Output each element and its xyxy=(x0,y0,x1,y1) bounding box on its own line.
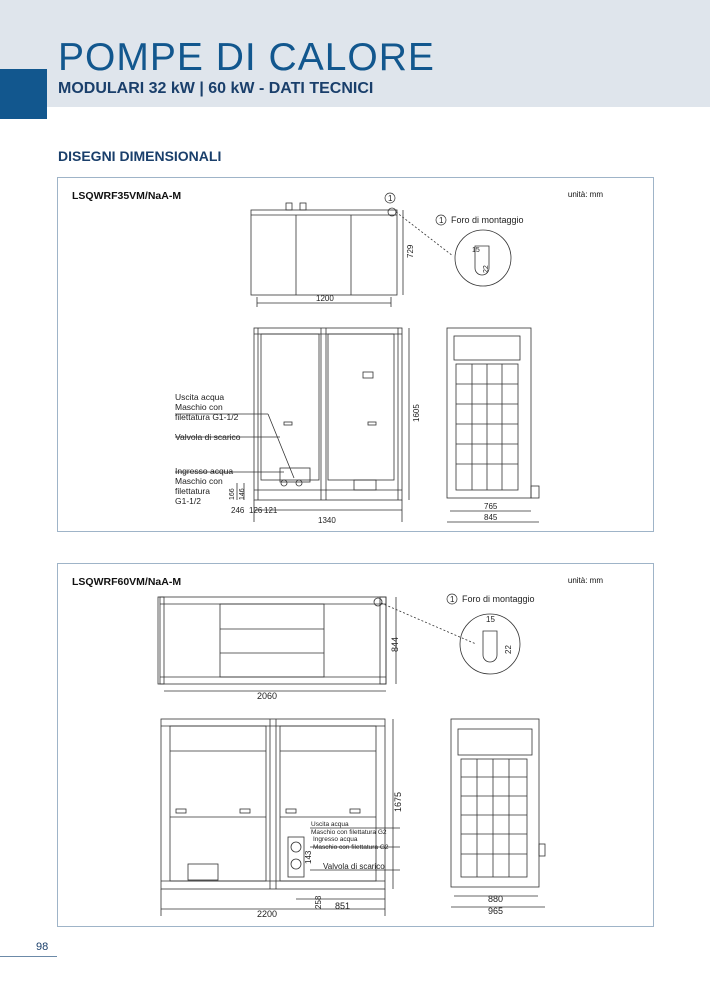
hole-height: 22 xyxy=(483,265,490,273)
model-label: LSQWRF60VM/NaA-M xyxy=(72,576,182,588)
drain-valve-label: Valvola di scarico xyxy=(175,432,241,442)
top-view-outline xyxy=(160,597,386,684)
dim-h-mid: 143 xyxy=(304,850,313,864)
hole-width: 15 xyxy=(486,615,495,624)
dim-side-inner: 765 xyxy=(484,502,498,511)
dimensional-drawing-35 xyxy=(58,178,653,531)
water-in-label-2: Maschio con filettatura G2 xyxy=(313,844,389,851)
drawing-panel-35 xyxy=(57,177,654,532)
water-out-label-2: Maschio con xyxy=(175,402,223,412)
page-subtitle: MODULARI 32 kW | 60 kW - DATI TECNICI xyxy=(58,80,374,97)
drain-valve-label: Valvola di scarico xyxy=(323,862,385,871)
hole-height: 22 xyxy=(504,645,513,654)
water-out-label-1: Uscita acqua xyxy=(175,392,225,402)
dim-height: 1605 xyxy=(412,404,421,422)
dim-height: 1675 xyxy=(393,791,403,812)
mounting-hole-label: Foro di montaggio xyxy=(451,215,524,225)
water-in-label-1: Ingresso acqua xyxy=(175,466,234,476)
dim-right: 851 xyxy=(335,901,351,911)
dim-depth: 844 xyxy=(390,636,400,652)
unit-label: unità: mm xyxy=(567,190,603,199)
dim-side-outer: 965 xyxy=(488,906,504,916)
side-view-outline xyxy=(451,719,539,887)
model-label: LSQWRF35VM/NaA-M xyxy=(72,190,182,202)
water-out-label-1: Uscita acqua xyxy=(311,821,349,828)
dim-left-c: 121 xyxy=(264,506,278,515)
dim-front-width: 2200 xyxy=(257,909,278,919)
dim-h-b: 146 xyxy=(239,488,246,500)
mounting-hole-label: Foro di montaggio xyxy=(462,594,535,604)
dim-side-inner: 880 xyxy=(488,894,504,904)
hole-detail-circle xyxy=(455,230,511,286)
top-view-outline xyxy=(251,210,397,295)
hole-width: 15 xyxy=(472,247,480,254)
water-in-label-4: G1-1/2 xyxy=(175,496,201,506)
dim-left-a: 246 xyxy=(231,506,245,515)
header-accent-square xyxy=(0,69,47,119)
footer-rule xyxy=(0,956,57,957)
water-in-label-3: filettatura xyxy=(175,486,210,496)
dim-top-width: 2060 xyxy=(257,691,278,701)
section-title: DISEGNI DIMENSIONALI xyxy=(58,148,222,164)
dim-front-width: 1340 xyxy=(318,516,336,525)
water-out-label-3: filettatura G1-1/2 xyxy=(175,412,239,422)
water-in-label-2: Maschio con xyxy=(175,476,223,486)
page-title: POMPE DI CALORE xyxy=(58,36,435,79)
callout-number: 1 xyxy=(388,194,393,203)
page-number: 98 xyxy=(36,941,49,953)
dim-h-a: 166 xyxy=(229,488,236,500)
unit-label: unità: mm xyxy=(567,576,603,585)
dim-h-low: 258 xyxy=(314,895,323,909)
side-view-outline xyxy=(447,328,531,498)
dim-depth: 729 xyxy=(406,244,415,258)
callout-number-2: 1 xyxy=(439,216,444,225)
dim-left-b: 126 xyxy=(249,506,263,515)
dimensional-drawing-60 xyxy=(58,564,653,926)
water-out-label-2: Maschio con filettatura G2 xyxy=(311,829,387,836)
dim-side-outer: 845 xyxy=(484,513,498,522)
water-in-label-1: Ingresso acqua xyxy=(313,836,358,843)
callout-number: 1 xyxy=(450,595,455,604)
drawing-panel-60 xyxy=(57,563,654,927)
dim-top-width: 1200 xyxy=(316,294,334,303)
mounting-hole-marker xyxy=(374,598,382,606)
